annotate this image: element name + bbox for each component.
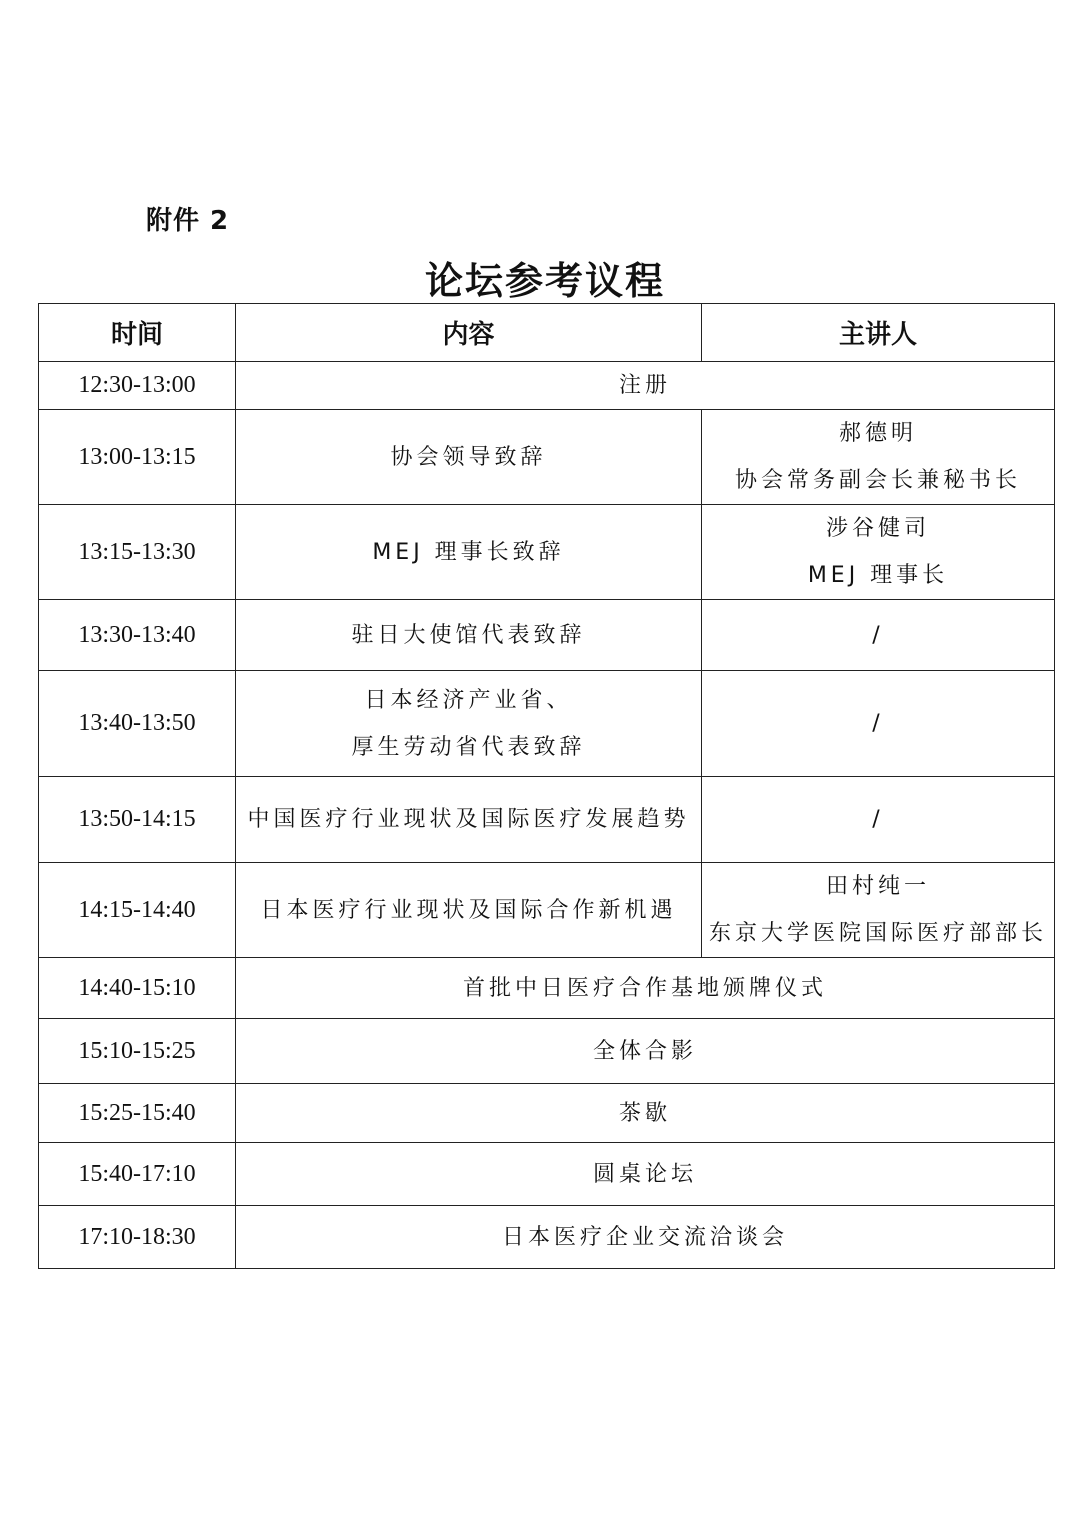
table-row — [39, 777, 1055, 863]
table-row — [39, 505, 1055, 600]
attachment-label: 附件 2 — [146, 206, 230, 236]
content-line: 茶歇 — [618, 1100, 671, 1126]
speaker-line: 郝德明 — [838, 421, 917, 446]
content-line: 厚生劳动省代表致辞 — [351, 734, 586, 760]
row-content — [236, 362, 1055, 410]
row-content — [236, 1143, 1055, 1206]
row-content — [236, 1084, 1055, 1143]
agenda-table — [38, 303, 1055, 1269]
row-speaker — [702, 671, 1055, 777]
content-line: 驻日大使馆代表致辞 — [351, 622, 586, 648]
speaker-line: / — [872, 711, 884, 736]
content-line: 首批中日医疗合作基地颁牌仪式 — [462, 975, 827, 1001]
content-line: 全体合影 — [592, 1038, 697, 1064]
table-header-row — [39, 304, 1055, 362]
content-line: 日本经济产业省、 — [364, 687, 573, 713]
speaker-line: MEJ 理事长 — [807, 563, 949, 588]
row-speaker — [702, 600, 1055, 671]
row-content — [236, 505, 702, 600]
table-row — [39, 362, 1055, 410]
row-speaker — [702, 863, 1055, 958]
table-row — [39, 1206, 1055, 1269]
header-speaker: 主讲人 — [702, 304, 1055, 362]
header-time: 时间 — [39, 304, 236, 362]
speaker-line: / — [872, 622, 884, 648]
speaker-line: 东京大学医院国际医疗部部长 — [708, 921, 1047, 946]
speaker-line: 涉谷健司 — [825, 516, 930, 541]
row-time: 13:40-13:50 — [39, 671, 236, 777]
row-time: 14:15-14:40 — [39, 863, 236, 958]
row-content — [236, 600, 702, 671]
row-speaker — [702, 505, 1055, 600]
content-line: 日本医疗行业现状及国际合作新机遇 — [260, 897, 677, 923]
content-line: 圆桌论坛 — [592, 1161, 697, 1187]
speaker-line: 协会常务副会长兼秘书长 — [734, 468, 1021, 493]
row-content — [236, 410, 702, 505]
table-row — [39, 1084, 1055, 1143]
content-line: 协会领导致辞 — [390, 444, 547, 470]
row-time: 15:40-17:10 — [39, 1143, 236, 1206]
row-time: 13:50-14:15 — [39, 777, 236, 863]
row-content — [236, 1019, 1055, 1084]
table-row — [39, 600, 1055, 671]
content-line: 注册 — [618, 373, 671, 398]
row-content — [236, 863, 702, 958]
agenda-body — [39, 362, 1055, 1269]
table-row — [39, 671, 1055, 777]
row-content — [236, 777, 702, 863]
content-line: 日本医疗企业交流洽谈会 — [501, 1224, 788, 1250]
row-speaker — [702, 410, 1055, 505]
row-time: 13:15-13:30 — [39, 505, 236, 600]
header-content: 内容 — [236, 304, 702, 362]
row-content — [236, 958, 1055, 1019]
page-title: 论坛参考议程 — [424, 259, 665, 303]
content-line: 中国医疗行业现状及国际医疗发展趋势 — [247, 807, 690, 832]
table-row — [39, 1019, 1055, 1084]
row-content — [236, 671, 702, 777]
row-time: 13:00-13:15 — [39, 410, 236, 505]
table-row — [39, 958, 1055, 1019]
row-time: 15:10-15:25 — [39, 1019, 236, 1084]
row-content — [236, 1206, 1055, 1269]
row-time: 13:30-13:40 — [39, 600, 236, 671]
table-row — [39, 410, 1055, 505]
row-time: 15:25-15:40 — [39, 1084, 236, 1143]
speaker-line: / — [872, 807, 884, 832]
speaker-line: 田村纯一 — [825, 874, 930, 899]
table-row — [39, 863, 1055, 958]
content-line: MEJ 理事长致辞 — [372, 539, 565, 565]
row-time: 17:10-18:30 — [39, 1206, 236, 1269]
row-speaker — [702, 777, 1055, 863]
row-time: 12:30-13:00 — [39, 362, 236, 410]
row-time: 14:40-15:10 — [39, 958, 236, 1019]
table-row — [39, 1143, 1055, 1206]
